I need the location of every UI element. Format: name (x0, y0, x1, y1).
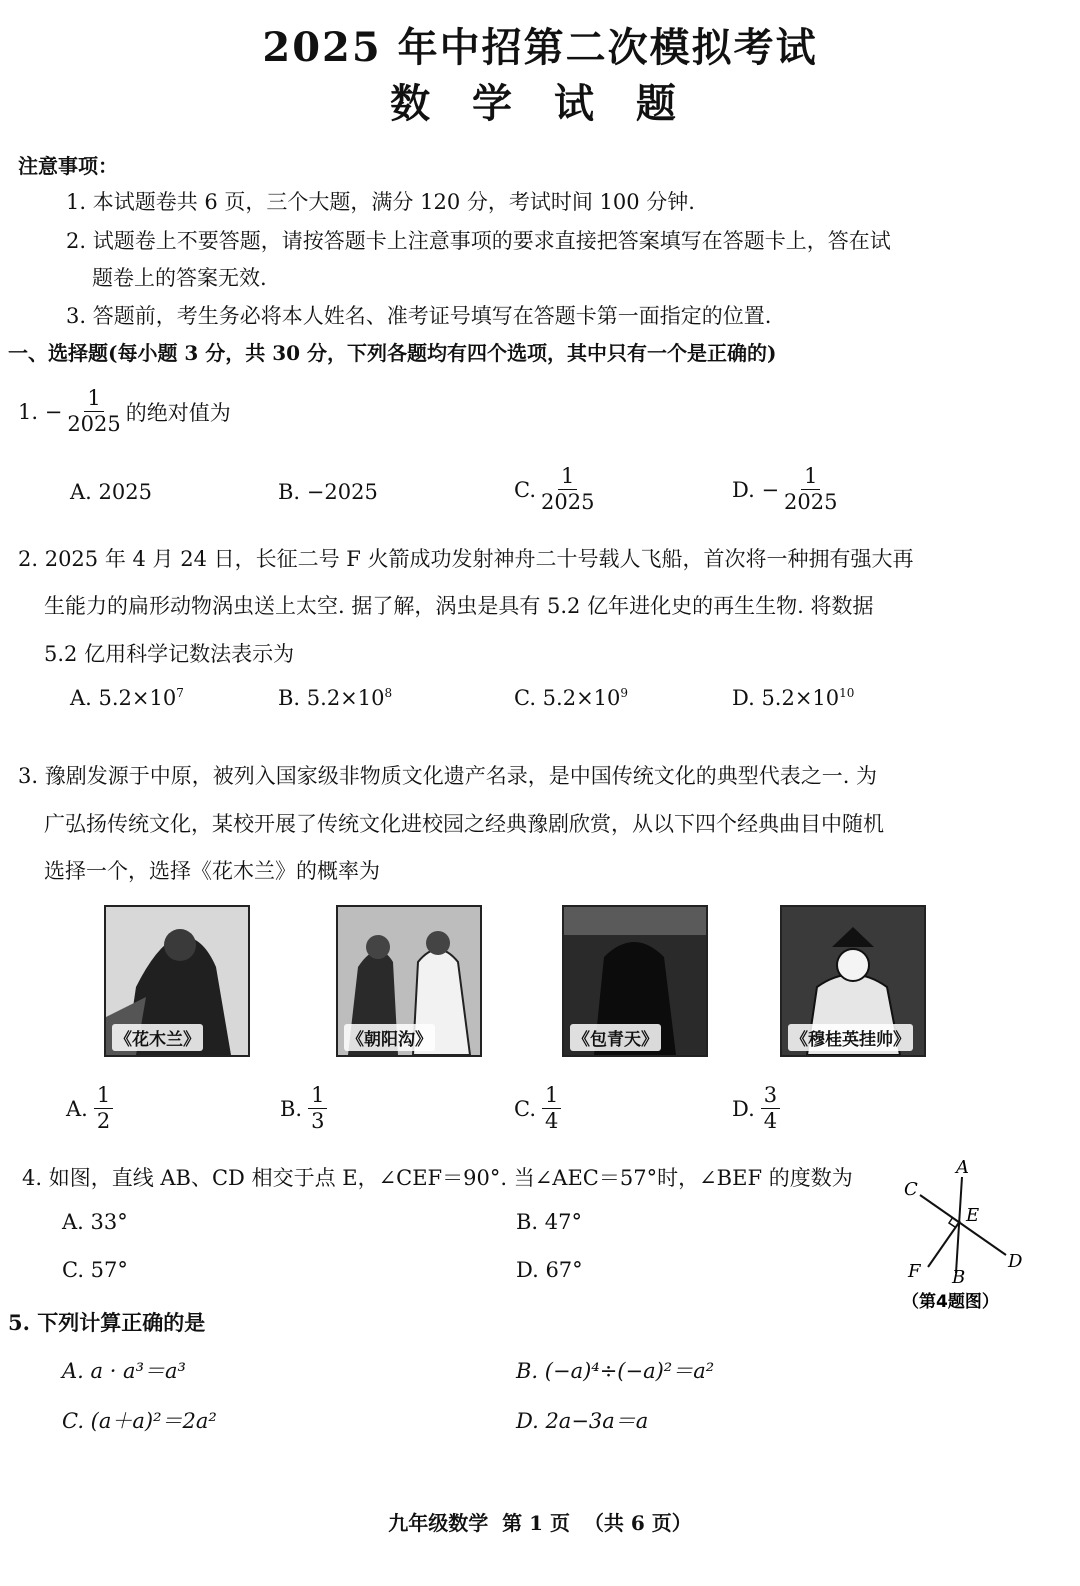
q3-c-label: C. (514, 1096, 536, 1121)
notes-heading: 注意事项： (18, 154, 118, 178)
ray-ef (928, 1221, 960, 1267)
note-item-2-cont: 题卷上的答案无效. (92, 266, 267, 290)
q5-option-d[interactable]: D. 2a−3a＝a (516, 1409, 649, 1433)
q4-option-d[interactable]: D. 67° (516, 1258, 583, 1282)
q3-c-den: 4 (545, 1109, 559, 1133)
q2-a-base: A. 5.2×10 (70, 686, 177, 710)
page-footer: 九年级数学 第 1 页 （共 6 页） (388, 1511, 692, 1535)
question-1-stem (18, 388, 231, 435)
q4-option-c[interactable]: C. 57° (62, 1258, 128, 1282)
q3-d-num: 3 (761, 1085, 780, 1109)
label-F: F (908, 1261, 921, 1282)
q3-option-c[interactable] (514, 1085, 563, 1132)
q1-c-den: 2025 (541, 490, 595, 514)
q3-b-den: 3 (311, 1109, 325, 1133)
opera-image-muguiying (780, 905, 926, 1057)
q3-option-d[interactable] (732, 1085, 782, 1132)
q1-c-num: 1 (558, 466, 577, 490)
q2-option-b[interactable] (278, 686, 392, 710)
label-B: B (952, 1267, 966, 1288)
label-A: A (956, 1157, 969, 1178)
opera-label-2: 《朝阳沟》 (344, 1024, 435, 1051)
q1-option-c[interactable] (514, 466, 599, 513)
label-D: D (1008, 1251, 1023, 1272)
q3-d-fraction (761, 1085, 780, 1132)
q1-option-d[interactable] (732, 466, 843, 513)
exam-subtitle: 数 学 试 题 (390, 80, 690, 127)
q3-a-fraction (94, 1085, 113, 1132)
q1-c-label: C. (514, 477, 536, 502)
q2-c-exp: 9 (620, 686, 629, 700)
q3-line-1: 3. 豫剧发源于中原，被列入国家级非物质文化遗产名录，是中国传统文化的典型代表之一. 为 (18, 764, 878, 788)
q4-stem: 4. 如图，直线 AB、CD 相交于点 E，∠CEF＝90°. 当∠AEC＝57°时，∠BEF 的度数为 (22, 1166, 853, 1190)
q1-option-b[interactable]: B. −2025 (278, 480, 378, 504)
q2-line-1: 2. 2025 年 4 月 24 日，长征二号 F 火箭成功发射神舟二十号载人飞船，首次将一种拥有强大再 (18, 547, 914, 571)
q2-b-exp: 8 (384, 686, 393, 700)
q3-line-3: 选择一个，选择《花木兰》的概率为 (44, 859, 380, 883)
q3-b-fraction (308, 1085, 327, 1132)
q2-b-base: B. 5.2×10 (278, 686, 385, 710)
q1-d-label: D. − (732, 477, 780, 502)
q3-b-label: B. (280, 1096, 303, 1121)
q3-option-b[interactable] (280, 1085, 329, 1132)
label-E: E (966, 1205, 980, 1226)
q4-option-b[interactable]: B. 47° (516, 1210, 583, 1234)
q2-option-d[interactable] (732, 686, 854, 710)
q3-c-fraction (542, 1085, 561, 1132)
q2-option-a[interactable] (70, 686, 184, 710)
note-item-2: 2. 试题卷上不要答题，请按答题卡上注意事项的要求直接把答案填写在答题卡上，答在试 (66, 229, 891, 253)
q1-frac-num: 1 (84, 388, 103, 412)
q2-d-base: D. 5.2×10 (732, 686, 840, 710)
q2-d-exp: 10 (839, 686, 855, 700)
q2-line-2: 生能力的扁形动物涡虫送上太空. 据了解，涡虫是具有 5.2 亿年进化史的再生生物. 将数据 (44, 594, 874, 618)
q1-d-den: 2025 (784, 490, 838, 514)
q2-option-c[interactable] (514, 686, 628, 710)
q1-suffix: 的绝对值为 (125, 400, 231, 425)
line-cd (920, 1195, 1006, 1255)
q3-line-2: 广弘扬传统文化，某校开展了传统文化进校园之经典豫剧欣赏，从以下四个经典曲目中随机 (44, 812, 884, 836)
q3-d-label: D. (732, 1096, 755, 1121)
label-C: C (904, 1179, 918, 1200)
q3-a-label: A. (66, 1096, 88, 1121)
opera-image-chaoyanggou (336, 905, 482, 1057)
q4-figure (890, 1155, 1040, 1315)
note-item-3: 3. 答题前，考生务必将本人姓名、准考证号填写在答题卡第一面指定的位置. (66, 304, 772, 328)
q1-d-fraction (781, 466, 840, 513)
q1-prefix: 1. − (18, 399, 63, 424)
q2-line-3: 5.2 亿用科学记数法表示为 (44, 642, 295, 666)
q3-a-num: 1 (94, 1085, 113, 1109)
q3-a-den: 2 (96, 1109, 111, 1133)
q1-option-a[interactable]: A. 2025 (70, 480, 152, 504)
opera-image-hua-mulan (104, 905, 250, 1057)
q5-option-b[interactable]: B. (−a)⁴÷(−a)²＝a² (516, 1359, 715, 1383)
opera-label-3: 《包青天》 (570, 1024, 661, 1051)
q5-option-c[interactable]: C. (a＋a)²＝2a² (62, 1409, 217, 1433)
opera-image-baoqingtian (562, 905, 708, 1057)
q3-option-a[interactable] (66, 1085, 115, 1132)
q1-fraction (64, 388, 123, 435)
q3-d-den: 4 (763, 1109, 778, 1133)
q1-frac-den: 2025 (67, 412, 121, 436)
q2-c-base: C. 5.2×10 (514, 686, 621, 710)
figure-caption: （第4题图） (902, 1292, 999, 1312)
q2-a-exp: 7 (176, 686, 184, 700)
q1-c-fraction (538, 466, 597, 513)
opera-label-4: 《穆桂英挂帅》 (788, 1024, 913, 1051)
section-heading: 一、选择题(每小题 3 分，共 30 分，下列各题均有四个选项，其中只有一个是正确的) (8, 341, 777, 365)
q1-d-num: 1 (801, 466, 820, 490)
q5-stem: 5. 下列计算正确的是 (8, 1310, 206, 1335)
q3-c-num: 1 (542, 1085, 561, 1109)
q5-option-a[interactable]: A. a · a³＝a³ (62, 1359, 186, 1383)
q4-option-a[interactable]: A. 33° (62, 1210, 128, 1234)
q3-b-num: 1 (308, 1085, 327, 1109)
note-item-1: 1. 本试题卷共 6 页，三个大题，满分 120 分，考试时间 100 分钟. (66, 190, 695, 214)
opera-label-1: 《花木兰》 (112, 1024, 203, 1051)
exam-title: 2025 年中招第二次模拟考试 (262, 24, 818, 71)
